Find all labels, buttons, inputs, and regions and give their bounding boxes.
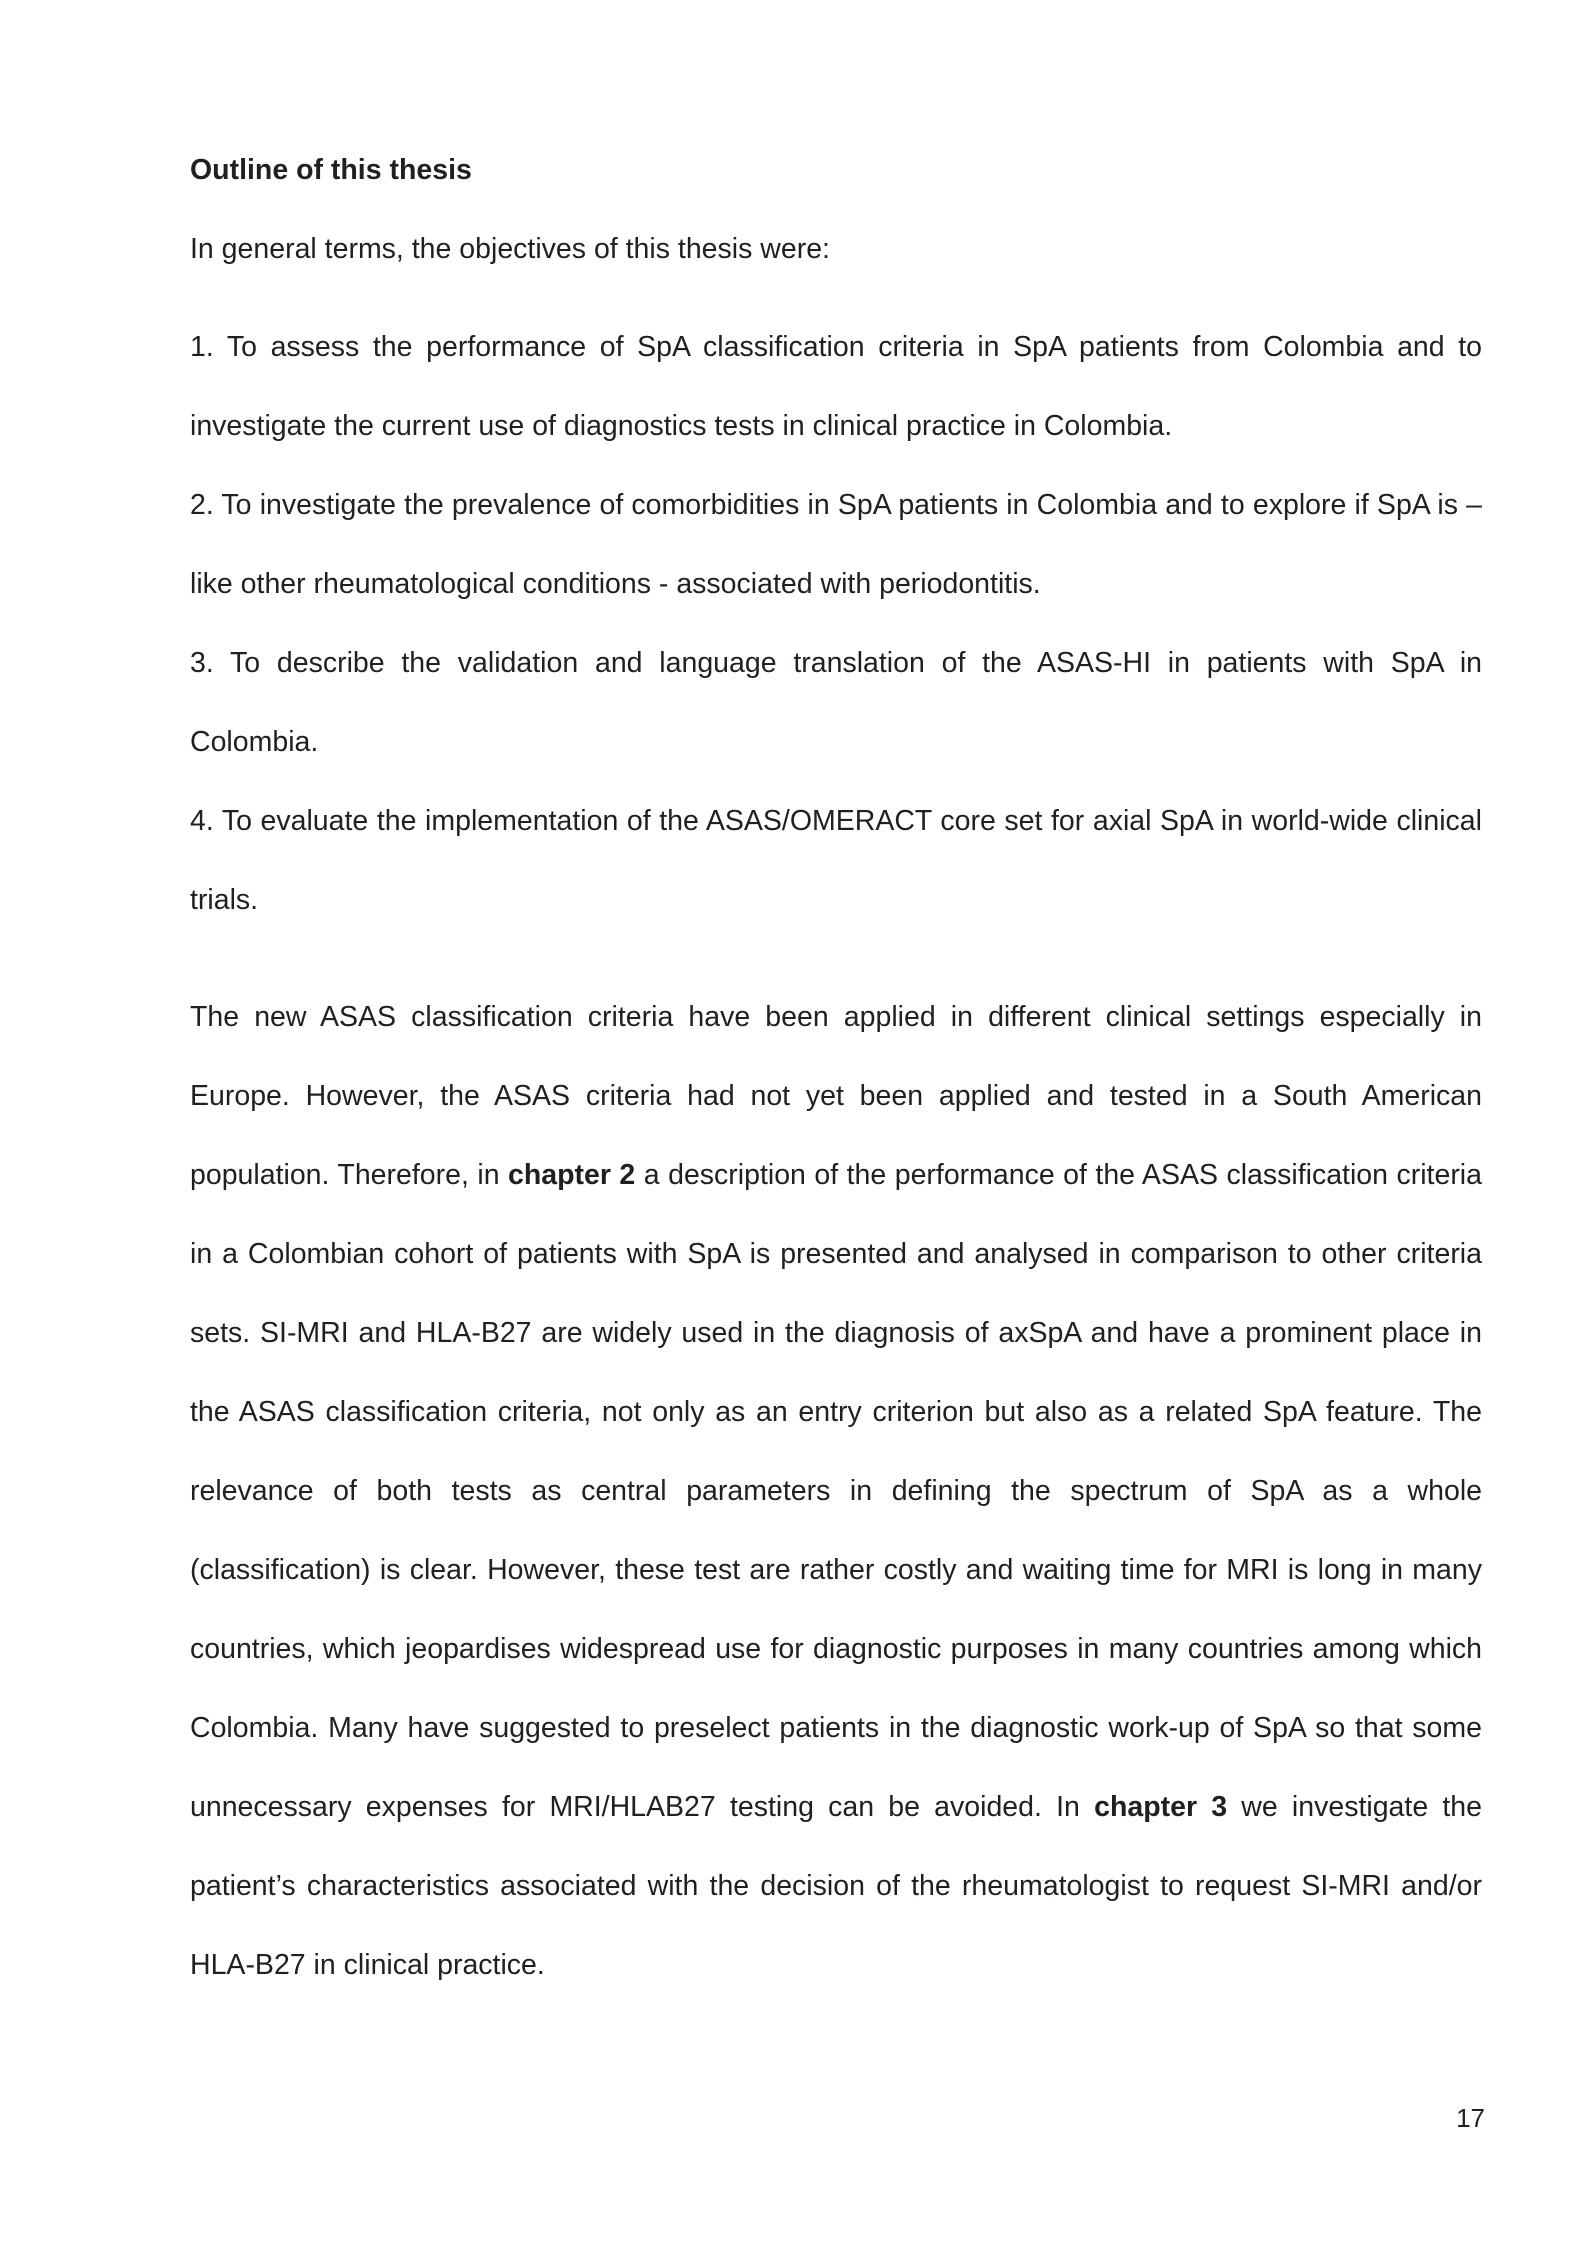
objective-item-4: 4. To evaluate the implementation of the ASAS/OMERACT core set for axial SpA in world-wide clinical trials. bbox=[190, 805, 1482, 916]
objective-item-3: 3. To describe the validation and language translation of the ASAS-HI in patients with SpA in Colombia. bbox=[190, 647, 1482, 758]
objective-item-1: 1. To assess the performance of SpA classification criteria in SpA patients from Colombia and to investigate the current use of diagnostics tests in clinical practice in Colombia. bbox=[190, 331, 1482, 442]
chapter-2-reference: chapter 2 bbox=[508, 1159, 636, 1191]
chapter-3-reference: chapter 3 bbox=[1094, 1791, 1228, 1823]
intro-sentence: In general terms, the objectives of this thesis were: bbox=[190, 233, 830, 265]
body-text-part-3: we investigate the patient’s characteristics associated with the decision of the rheumatologist to request SI-MRI and/or HLA-B27 in clinical practice. bbox=[190, 1791, 1482, 1981]
page-content bbox=[190, 150, 1482, 2034]
body-paragraph bbox=[190, 978, 1482, 2005]
objectives-list bbox=[190, 308, 1482, 940]
body-text-part-1: The new ASAS classification criteria have been applied in different clinical settings especially in Europe. However, the ASAS criteria had not yet been applied and tested in a South American population. Therefore, in bbox=[190, 1001, 1482, 1191]
page-number: 17 bbox=[1456, 2103, 1485, 2133]
section-heading: Outline of this thesis bbox=[190, 154, 472, 186]
body-text-part-2: a description of the performance of the ASAS classification criteria in a Colombian cohort of patients with SpA is presented and analysed in comparison to other criteria sets. SI-MRI and HLA-B27 are widely used in the diagnosis of axSpA and have a prominent place in the ASAS classification criteria, not only as an entry criterion but also as a related SpA feature. The relevance of both tests as central parameters in defining the spectrum of SpA as a whole (classification) is clear. However, these test are rather costly and waiting time for MRI is long in many countries, which jeopardises widespread use for diagnostic purposes in many countries among which Colombia. Many have suggested to preselect patients in the diagnostic work-up of SpA so that some unnecessary expenses for MRI/HLAB27 testing can be avoided. In bbox=[190, 1159, 1482, 1823]
objective-item-2: 2. To investigate the prevalence of comorbidities in SpA patients in Colombia and to explore if SpA is –like other rheumatological conditions - associated with periodontitis. bbox=[190, 489, 1482, 600]
